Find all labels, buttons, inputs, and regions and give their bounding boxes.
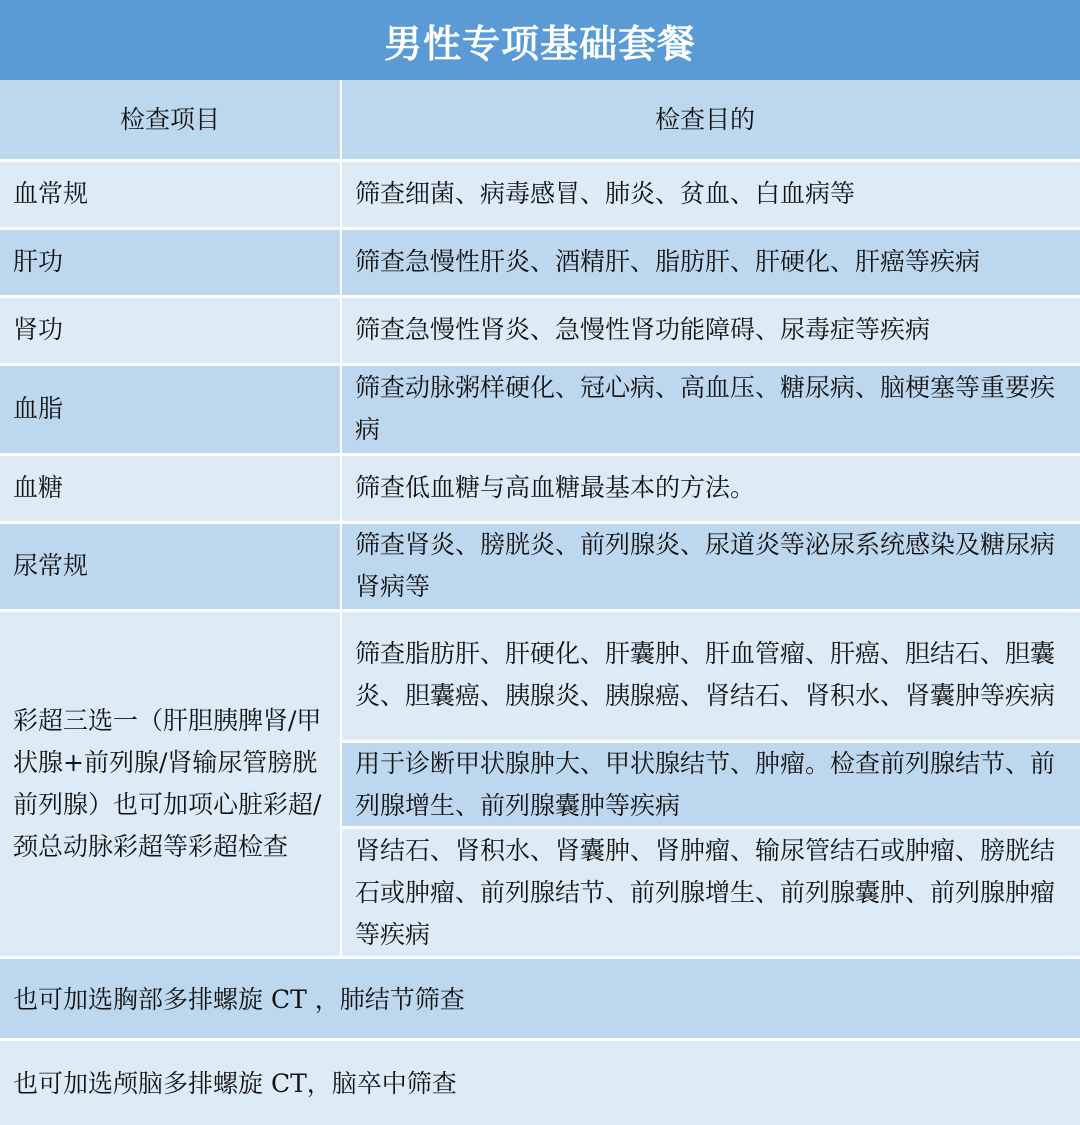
row-item: 肝功: [13, 247, 64, 276]
table-row: [0, 364, 1080, 454]
table-row: [0, 228, 1080, 296]
row-divider: [0, 609, 1080, 612]
row-divider: [342, 740, 1080, 743]
header-item: 检查项目: [119, 105, 220, 134]
row-divider: [342, 826, 1080, 829]
row-divider: [0, 159, 1080, 162]
header-purpose: 检查目的: [654, 105, 755, 134]
row-item: 血糖: [13, 473, 64, 502]
table-row: [0, 522, 1080, 610]
row-purpose: 筛查急慢性肝炎、酒精肝、脂肪肝、肝硬化、肝癌等疾病: [355, 247, 981, 276]
table-title: 男性专项基础套餐: [0, 0, 1080, 80]
table-row: [0, 160, 1080, 228]
row-item: 尿常规: [13, 551, 89, 580]
row-item: 肾功: [13, 315, 64, 344]
table-row: [0, 454, 1080, 522]
row-divider: [0, 1038, 1080, 1041]
row-purpose: 筛查低血糖与高血糖最基本的方法。: [355, 473, 756, 502]
row-purpose: 筛查肾炎、膀胱炎、前列腺炎、尿道炎等泌尿系统感染及糖尿病肾病等: [355, 530, 1056, 601]
row-purpose: 筛查动脉粥样硬化、冠心病、高血压、糖尿病、脑梗塞等重要疾病: [355, 373, 1056, 444]
row-divider: [0, 295, 1080, 298]
row-divider: [0, 227, 1080, 230]
row-divider: [0, 521, 1080, 524]
row-divider: [0, 363, 1080, 366]
row-divider: [0, 956, 1080, 959]
table-row: [0, 296, 1080, 364]
ultrasound-purpose: 肾结石、肾积水、肾囊肿、肾肿瘤、输尿管结石或肿瘤、膀胱结石或肿瘤、前列腺结节、前列腺增生、前列腺囊肿、前列腺肿瘤等疾病: [342, 828, 1080, 957]
ultrasound-purpose: 用于诊断甲状腺肿大、甲状腺结节、肿瘤。检查前列腺结节、前列腺增生、前列腺囊肿等疾病: [342, 742, 1080, 828]
row-divider: [0, 453, 1080, 456]
row-item: 血常规: [13, 179, 89, 208]
table-header-row: [0, 80, 1080, 160]
row-item: 血脂: [13, 394, 64, 423]
row-item: 彩超三选一（肝胆胰脾肾/甲状腺+前列腺/肾输尿管膀胱前列腺）也可加项心脏彩超/颈总动脉彩超等彩超检查: [13, 705, 322, 861]
extra-option: 也可加选颅脑多排螺旋 CT，脑卒中筛查: [0, 1039, 1080, 1125]
extra-option: 也可加选胸部多排螺旋 CT ，肺结节筛查: [0, 957, 1080, 1039]
row-purpose: 筛查细菌、病毒感冒、肺炎、贫血、白血病等: [355, 179, 856, 208]
row-purpose: 筛查急慢性肾炎、急慢性肾功能障碍、尿毒症等疾病: [355, 315, 931, 344]
ultrasound-purpose: 筛查脂肪肝、肝硬化、肝囊肿、肝血管瘤、肝癌、胆结石、胆囊炎、胆囊癌、胰腺炎、胰腺癌、肾结石、肾积水、肾囊肿等疾病: [342, 610, 1080, 740]
